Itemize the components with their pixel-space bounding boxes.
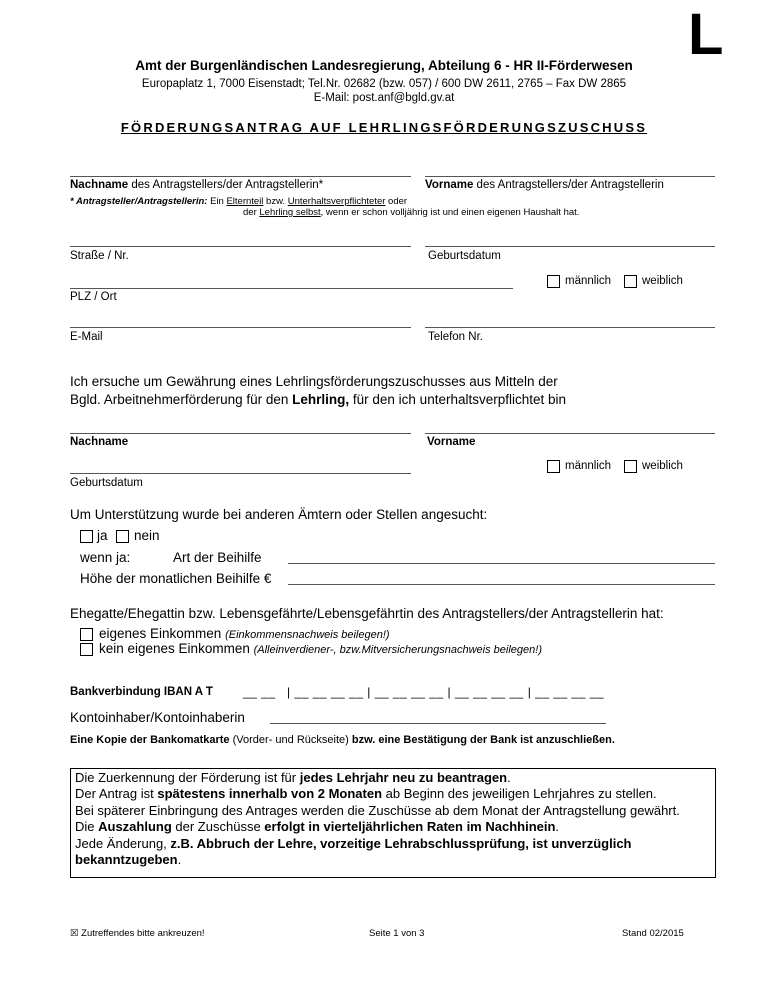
applicant-birthdate-label: Geburtsdatum [428,250,501,262]
phone-label: Telefon Nr. [428,331,483,343]
support-amount-field[interactable] [288,584,715,585]
iban-field[interactable]: __ __ | __ __ __ __ | __ __ __ __ | __ __ __ __ | __ __ __ __ [243,685,605,699]
form-title: FÖRDERUNGSANTRAG AUF LEHRLINGSFÖRDERUNGSZUSCHUSS [120,120,648,135]
support-amount-label: Höhe der monatlichen Beihilfe € [80,571,272,586]
applicant-male-label: männlich [565,275,612,287]
income-own-label: eigenes Einkommen (Einkommensnachweis beilegen!) [99,626,390,641]
notice-box [70,768,716,878]
applicant-note-line2: der Lehrling selbst, wenn er schon volljährig ist und einen eigenen Haushalt hat. [243,207,580,218]
support-question: Um Unterstützung wurde bei anderen Ämtern oder Stellen angesucht: [70,507,488,522]
notice-line-5: Jede Änderung, z.B. Abbruch der Lehre, vorzeitige Lehrabschlussprüfung, ist unverzüglich bekanntzugeben. [75,835,632,868]
applicant-birthdate-field[interactable] [425,246,715,247]
notice-line-2: Der Antrag ist spätestens innerhalb von 2 Monaten ab Beginn des jeweiligen Lehrjahres zu stellen. [75,786,657,802]
email-label: E-Mail [70,331,103,343]
apprentice-female-checkbox[interactable] [624,460,637,473]
applicant-note-line1: * Antragsteller/Antragstellerin: Ein Elternteil bzw. Unterhaltsverpflichteter oder [70,196,408,207]
apprentice-male-label: männlich [565,460,612,472]
applicant-female-label: weiblich [642,275,683,287]
apprentice-female-label: weiblich [642,460,683,472]
applicant-firstname-label: Vorname des Antragstellers/der Antragstellerin [425,179,664,191]
apprentice-firstname-field[interactable] [425,433,715,434]
zip-city-field[interactable] [70,288,513,289]
applicant-surname-field[interactable] [70,176,411,177]
bank-copy-note: Eine Kopie der Bankomatkarte (Vorder- und Rückseite) bzw. eine Bestätigung der Bank ist anzuschließen. [70,734,615,746]
zip-city-label: PLZ / Ort [70,291,117,303]
support-if-yes-label: wenn ja: [80,550,131,565]
support-no-checkbox[interactable] [116,530,129,543]
iban-label: Bankverbindung IBAN A T [70,686,213,698]
income-own-checkbox[interactable] [80,628,93,641]
checked-box-icon: ☒ [70,928,79,939]
footer-check-note: ☒ Zutreffendes bitte ankreuzen! [70,928,205,939]
notice-line-3: Bei späterer Einbringung des Antrages werden die Zuschüsse ab dem Monat der Antragstellung gewährt. [75,802,680,818]
apprentice-birthdate-field[interactable] [70,473,411,474]
apprentice-surname-field[interactable] [70,433,411,434]
income-none-checkbox[interactable] [80,643,93,656]
phone-field[interactable] [425,327,715,328]
page-number: Seite 1 von 3 [369,928,425,939]
support-type-label: Art der Beihilfe [173,550,262,565]
support-yes-label: ja [97,528,108,543]
street-field[interactable] [70,246,411,247]
email-field[interactable] [70,327,411,328]
apprentice-birthdate-label: Geburtsdatum [70,477,143,489]
authority-address: Europaplatz 1, 7000 Eisenstadt; Tel.Nr. 02682 (bzw. 057) / 600 DW 2611, 2765 – Fax DW 2865 [141,78,627,90]
notice-line-1: Die Zuerkennung der Förderung ist für jedes Lehrjahr neu zu beantragen. [75,770,511,785]
account-holder-field[interactable] [270,723,606,724]
support-type-field[interactable] [288,563,715,564]
form-letter-l: L [688,2,724,67]
notice-line-4: Die Auszahlung der Zuschüsse erfolgt in vierteljährlichen Raten im Nachhinein. [75,819,560,835]
applicant-female-checkbox[interactable] [624,275,637,288]
support-yes-checkbox[interactable] [80,530,93,543]
request-text-line1: Ich ersuche um Gewährung eines Lehrlingsförderungszuschusses aus Mitteln der [70,374,558,389]
apprentice-firstname-label: Vorname [427,436,476,448]
version-date: Stand 02/2015 [622,928,684,939]
applicant-surname-label: Nachname des Antragstellers/der Antragstellerin* [70,179,324,191]
income-none-label: kein eigenes Einkommen (Alleinverdiener-, bzw.Mitversicherungsnachweis beilegen!) [99,641,542,656]
account-holder-label: Kontoinhaber/Kontoinhaberin [70,710,245,725]
street-label: Straße / Nr. [70,250,129,262]
authority-email: E-Mail: post.anf@bgld.gv.at [313,92,455,104]
apprentice-male-checkbox[interactable] [547,460,560,473]
applicant-male-checkbox[interactable] [547,275,560,288]
request-text-line2: Bgld. Arbeitnehmerförderung für den Lehrling, für den ich unterhaltsverpflichtet bin [70,392,567,407]
apprentice-surname-label: Nachname [70,436,129,448]
income-heading: Ehegatte/Ehegattin bzw. Lebensgefährte/Lebensgefährtin des Antragstellers/der Antragstellerin hat: [70,606,664,621]
applicant-firstname-field[interactable] [425,176,715,177]
authority-name: Amt der Burgenländischen Landesregierung, Abteilung 6 - HR II-Förderwesen [135,58,633,73]
support-no-label: nein [134,528,160,543]
